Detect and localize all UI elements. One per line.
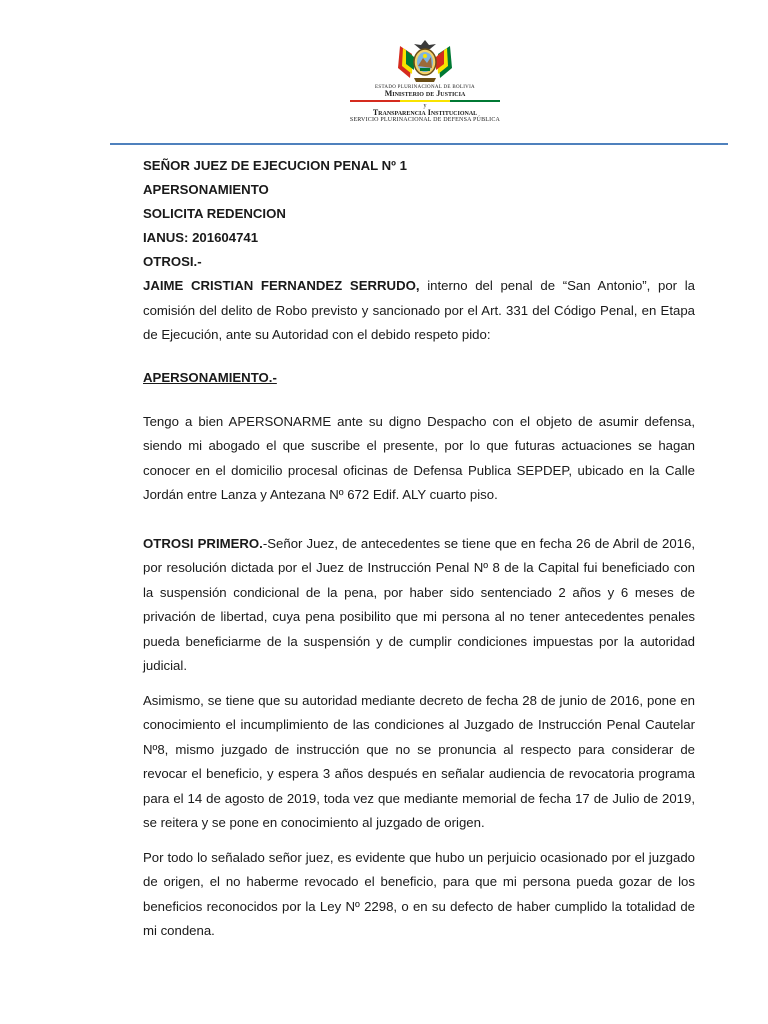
addressee-line: SEÑOR JUEZ DE EJECUCION PENAL Nº 1 <box>143 158 407 173</box>
letterhead <box>330 38 520 124</box>
paragraph-por-todo: Por todo lo señalado señor juez, es evidente que hubo un perjuicio ocasionado por el juzgado de origen, el no haberme revocado el beneficio, para que mi persona pueda gozar de los beneficios reconocidos por la Ley Nº 2298, o en su defecto de haber cumplido la totalidad de mi condena. <box>143 849 695 938</box>
bolivia-coat-of-arms-icon <box>394 38 456 84</box>
paragraph-otrosi-primero <box>143 532 695 679</box>
document-body <box>143 154 695 944</box>
section-title-apersonamiento: APERSONAMIENTO.- <box>143 369 277 385</box>
letterhead-service-line: SERVICIO PLURINACIONAL DE DEFENSA PÚBLICA <box>349 117 501 124</box>
paragraph-apersonamiento: Tengo a bien APERSONARME ante su digno Despacho con el objeto de asumir defensa, siendo mi abogado el que suscribe el presente, por lo que futuras actuaciones se hagan conocer en el domicilio procesal oficinas de Defensa Publica SEPDEP, ubicado en la Calle Jordán entre Lanza y Antezana Nº 672 Edif. ALY cuarto piso. <box>143 413 695 502</box>
intro-paragraph <box>143 274 695 348</box>
flag-color-strip <box>350 100 500 102</box>
paragraph-asimismo: Asimismo, se tiene que su autoridad mediante decreto de fecha 28 de junio de 2016, pone en conocimiento el incumplimiento de las condiciones al Juzgado de Instrucción Penal Cautelar Nº8, mismo juzgado de instrucción que no se pronuncia al respecto para considerar de revocar el beneficio, y espera 3 años después en señalar audiencia de revocatoria programa para el 14 de agosto de 2019, toda vez que mediante memorial de fecha 17 de Julio de 2019, se reitera y se pone en conocimiento al juzgado de origen. <box>143 692 695 830</box>
otrosi-primero-text: -Señor Juez, de antecedentes se tiene que en fecha 26 de Abril de 2016, por resolución dictada por el Juez de Instrucción Penal Nº 8 de la Capital fui beneficiado con la suspensión condicional de la pena, por haber sido sentenciado 2 años y 6 meses de privación de libertad, cuya pena posibilito que mi persona al no tener antecedentes penales pueda beneficiarme de la suspensión y de cumplir condiciones impuestas por la autoridad judicial. <box>143 535 695 673</box>
otrosi-primero-label: OTROSI PRIMERO. <box>143 535 263 551</box>
letterhead-and: y <box>423 102 427 109</box>
otrosi-line: OTROSI.- <box>143 254 202 269</box>
ianus-line: IANUS: 201604741 <box>143 230 259 245</box>
title-line: APERSONAMIENTO <box>143 182 269 197</box>
letterhead-state-line: ESTADO PLURINACIONAL DE BOLIVIA <box>375 85 475 90</box>
letterhead-ministry-line1: Ministerio de Justicia <box>384 89 466 99</box>
petitioner-name: JAIME CRISTIAN FERNANDEZ SERRUDO, <box>143 278 420 293</box>
request-line: SOLICITA REDENCION <box>143 206 286 221</box>
letterhead-ministry-line2: Transparencia Institucional <box>372 107 478 117</box>
intro-text: interno del penal de “San Antonio”, por la comisión del delito de Robo previsto y sancionado por el Art. 331 del Código Penal, en Etapa de Ejecución, ante su Autoridad con el debido respeto pido: <box>143 278 696 342</box>
header-rule <box>110 143 728 145</box>
